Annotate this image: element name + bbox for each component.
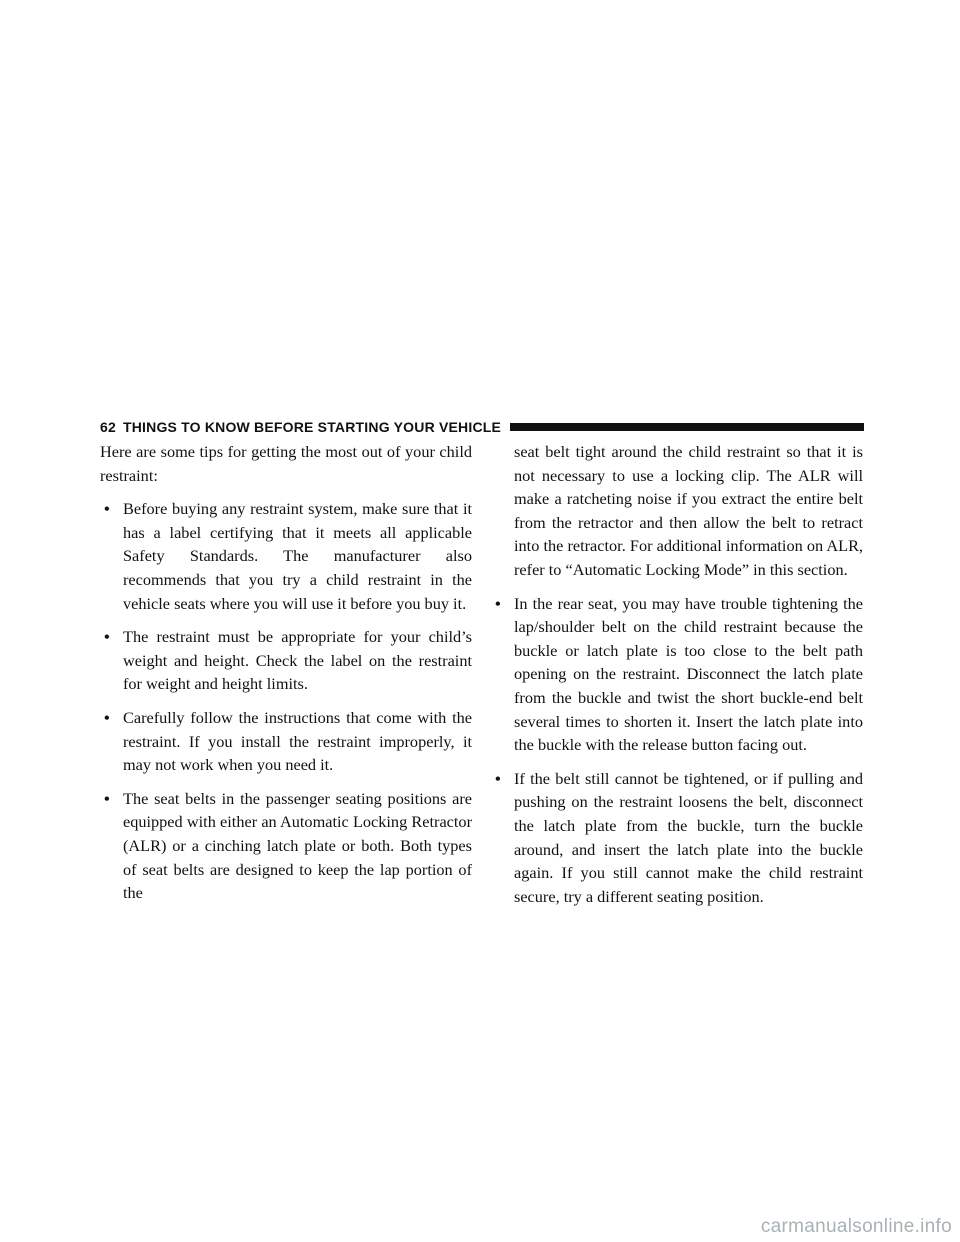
bullet-marker: • bbox=[495, 768, 501, 788]
bullet-marker: • bbox=[104, 499, 110, 519]
right-column bbox=[491, 440, 863, 918]
page-number: 62 bbox=[100, 418, 116, 435]
page-header bbox=[100, 418, 864, 435]
section-title: THINGS TO KNOW BEFORE STARTING YOUR VEHICLE bbox=[122, 418, 502, 435]
header-text bbox=[100, 419, 501, 435]
watermark-text: carmanualsonline.info bbox=[760, 1216, 952, 1237]
bullet-text: In the rear seat, you may have trouble tightening the lap/shoulder belt on the child restraint because the buckle or latch plate is too close to the belt path opening on the restraint. Disconnect the latch plate from the buckle and twist the short buckle-end belt several times to shorten it. Insert the latch plate into the buckle with the release button facing out. bbox=[514, 593, 863, 755]
bullet-item bbox=[100, 706, 472, 777]
bullet-text: The restraint must be appropriate for your child’s weight and height. Check the label on the restraint for weight and height limits. bbox=[123, 627, 472, 694]
bullet-marker: • bbox=[104, 707, 110, 727]
continued-bullet-text: seat belt tight around the child restraint so that it is not necessary to use a locking clip. The ALR will make a ratcheting noise if you extract the entire belt from the retractor and then allow the belt to retract into the retractor. For additional information on ALR, refer to “Automatic Locking Mode” in this section. bbox=[514, 442, 863, 579]
intro-paragraph: Here are some tips for getting the most out of your child restraint: bbox=[100, 442, 472, 485]
bullet-item bbox=[100, 787, 472, 905]
left-column bbox=[100, 440, 472, 915]
bullet-text: The seat belts in the passenger seating positions are equipped with either an Automatic Locking Retractor (ALR) or a cinching latch plate or both. Both types of seat belts are designed to keep the lap portion of the bbox=[123, 788, 472, 903]
bullet-item bbox=[100, 497, 472, 615]
bullet-item bbox=[100, 625, 472, 696]
header-rule bbox=[510, 423, 864, 431]
bullet-item bbox=[491, 767, 863, 909]
bullet-marker: • bbox=[104, 627, 110, 647]
bullet-item bbox=[491, 592, 863, 757]
bullet-marker: • bbox=[104, 788, 110, 808]
bullet-text: Carefully follow the instructions that come with the restraint. If you install the restraint improperly, it may not work when you need it. bbox=[123, 707, 472, 775]
bullet-marker: • bbox=[495, 593, 501, 613]
bullet-text: Before buying any restraint system, make sure that it has a label certifying that it meets all applicable Safety Standards. The manufacturer also recommends that you try a child restraint in the vehicle seats where you will use it before you buy it. bbox=[123, 499, 472, 613]
bullet-text: If the belt still cannot be tightened, or if pulling and pushing on the restraint loosens the belt, disconnect the latch plate from the buckle, turn the buckle around, and insert the latch plate into the buckle again. If you still cannot make the child restraint secure, try a different seating position. bbox=[514, 768, 863, 906]
